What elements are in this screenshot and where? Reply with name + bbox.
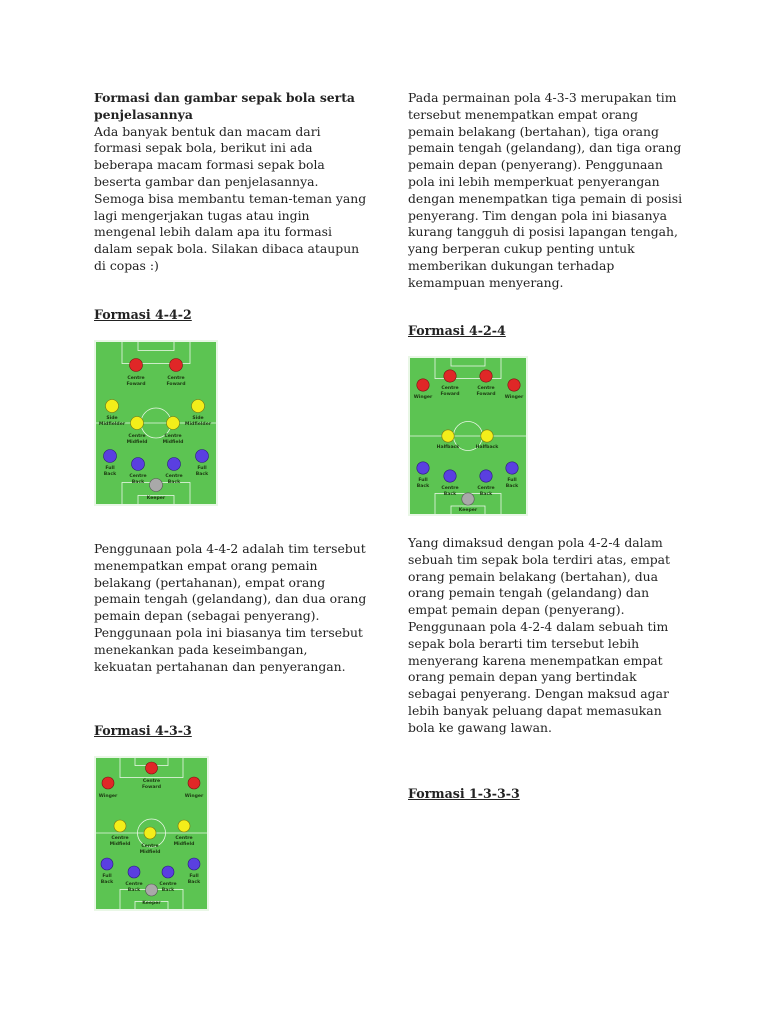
label-fb-left-1: Full <box>102 874 112 879</box>
player-centre-mid-left <box>114 820 126 832</box>
heading-formasi-424: Formasi 4-2-4 <box>408 323 506 338</box>
label-keeper: Keeper <box>458 508 478 513</box>
player-centre-back-right <box>480 470 492 482</box>
label-cb-left-1: Centre <box>129 474 147 479</box>
label-keeper: Keeper <box>146 496 166 501</box>
paragraph-433: Pada permainan pola 4-3-3 merupakan tim tersebut menempatkan empat orang pemain belakang (bertahan), tiga orang pemain tengah (gelandang), dan tiga orang pemain depan (penyerang). Penggunaan pola ini lebih memperkuat penyerangan dengan menempatkan tiga pemain di posisi penyerang. Tim dengan pola ini biasanya kurang tangguh di posisi lapangan tengah, yang berperan cukup penting untuk memberikan dukungan terhadap kemampuan menyerang. <box>408 90 683 290</box>
label-cf-right-1: Centre <box>477 386 495 391</box>
text-formasi-424 <box>408 535 683 737</box>
label-fb-right-1: Full <box>197 466 207 471</box>
heading-formasi-1333: Formasi 1-3-3-3 <box>408 786 520 801</box>
label-fb-left-1: Full <box>105 466 115 471</box>
label-winger-left: Winger <box>413 395 433 400</box>
label-halfback-right: Halfback <box>475 445 499 450</box>
player-centre-back-left <box>132 458 145 471</box>
player-centre-forward-right <box>170 359 183 372</box>
pitch-diagram-442 <box>94 340 218 506</box>
intro-body: Ada banyak bentuk dan macam dari formasi sepak bola, berikut ini ada beberapa macam formasi sepak bola beserta gambar dan penjelasannya. Semoga bisa membantu teman-teman yang lagi mengerjakan tugas atau ingin mengenal lebih dalam apa itu formasi dalam sepak bola. Silakan dibaca ataupun di copas :) <box>94 123 367 273</box>
label-fb-right-2: Back <box>505 484 519 489</box>
player-centre-back-left <box>128 866 140 878</box>
label-winger-right: Winger <box>504 395 524 400</box>
player-centre-forward-left <box>130 359 143 372</box>
label-cf-left-1: Centre <box>441 386 459 391</box>
label-fb-left-2: Back <box>416 484 430 489</box>
left-column <box>94 90 369 275</box>
player-keeper <box>150 479 163 492</box>
player-winger-right <box>508 379 520 391</box>
label-cb-right-1: Centre <box>159 882 177 887</box>
pitch-diagram-433 <box>94 756 209 911</box>
player-full-back-right <box>188 858 200 870</box>
label-fb-left-1: Full <box>418 478 428 483</box>
label-cf-1: Centre <box>142 779 161 784</box>
player-side-mid-left <box>106 400 119 413</box>
label-cf-right-2: Foward <box>476 392 496 397</box>
player-centre-mid-left <box>131 417 144 430</box>
label-keeper: Keeper <box>142 901 161 906</box>
player-centre-forward-left <box>444 370 456 382</box>
label-cf-left-2: Foward <box>126 382 146 387</box>
player-keeper <box>462 493 474 505</box>
player-keeper <box>146 884 158 896</box>
player-centre-back-right <box>162 866 174 878</box>
intro-title: Formasi dan gambar sepak bola serta penjelasannya <box>94 90 355 122</box>
player-side-mid-right <box>192 400 205 413</box>
player-halfback-left <box>442 430 454 442</box>
player-centre-forward-right <box>480 370 492 382</box>
label-cb-left-2: Back <box>131 480 145 485</box>
label-fb-left-2: Back <box>103 472 117 477</box>
label-cf-right-2: Foward <box>166 382 186 387</box>
player-full-back-left <box>104 450 117 463</box>
label-cb-right-1: Centre <box>165 474 183 479</box>
player-centre-forward <box>146 762 158 774</box>
label-fb-right-2: Back <box>195 472 209 477</box>
text-formasi-442 <box>94 541 369 675</box>
label-cb-right-2: Back <box>479 492 493 497</box>
label-sm-left-2: Midfielder <box>98 422 126 427</box>
label-cb-right-2: Back <box>161 888 175 893</box>
player-full-back-right <box>196 450 209 463</box>
label-cb-left-1: Centre <box>125 882 143 887</box>
label-fb-right-1: Full <box>189 874 199 879</box>
player-halfback-right <box>481 430 493 442</box>
label-cb-left-1: Centre <box>441 486 459 491</box>
label-cb-right-1: Centre <box>477 486 495 491</box>
label-cf-right-1: Centre <box>167 376 185 381</box>
player-full-back-left <box>417 462 429 474</box>
label-sm-right-1: Side <box>192 416 204 421</box>
player-winger-right <box>188 777 200 789</box>
label-winger-left: Winger <box>98 794 118 799</box>
heading-formasi-433: Formasi 4-3-3 <box>94 723 192 738</box>
label-cm-centre-2: Midfield <box>139 850 161 855</box>
player-full-back-right <box>506 462 518 474</box>
label-fb-right-2: Back <box>187 880 201 885</box>
player-full-back-left <box>101 858 113 870</box>
label-cm-right-2: Midfield <box>162 440 184 445</box>
label-winger-right: Winger <box>184 794 204 799</box>
label-cm-left-2: Midfield <box>126 440 148 445</box>
label-cm-left-2: Midfield <box>109 842 131 847</box>
player-centre-mid-right <box>167 417 180 430</box>
label-cm-left-1: Centre <box>128 434 146 439</box>
label-cm-left-1: Centre <box>111 836 129 841</box>
label-sm-left-1: Side <box>106 416 118 421</box>
label-fb-left-2: Back <box>100 880 114 885</box>
player-centre-mid-right <box>178 820 190 832</box>
label-cb-right-2: Back <box>167 480 181 485</box>
label-cb-left-2: Back <box>127 888 141 893</box>
label-cm-right-1: Centre <box>164 434 182 439</box>
heading-formasi-442: Formasi 4-4-2 <box>94 307 192 322</box>
label-halfback-left: Halfback <box>436 445 460 450</box>
player-centre-back-left <box>444 470 456 482</box>
player-winger-left <box>417 379 429 391</box>
label-fb-right-1: Full <box>507 478 517 483</box>
player-winger-left <box>102 777 114 789</box>
pitch-diagram-424 <box>408 356 528 516</box>
player-centre-mid-centre <box>144 827 156 839</box>
label-cb-left-2: Back <box>443 492 457 497</box>
player-centre-back-right <box>168 458 181 471</box>
label-cf-left-2: Foward <box>440 392 460 397</box>
label-cm-right-2: Midfield <box>173 842 195 847</box>
text-formasi-433 <box>408 90 683 292</box>
label-sm-right-2: Midfielder <box>184 422 212 427</box>
label-cm-centre-1: Centre <box>141 844 159 849</box>
paragraph-424: Yang dimaksud dengan pola 4-2-4 dalam sebuah tim sepak bola terdiri atas, empat orang pemain belakang (bertahan), dua orang pemain tengah (gelandang) dan empat pemain depan (penyerang). Penggunaan pola 4-2-4 dalam sebuah tim sepak bola berarti tim tersebut lebih menyerang karena menempatkan empat orang pemain depan yang bertindak sebagai penyerang. Dengan maksud agar lebih banyak peluang dapat memasukan bola ke gawang lawan. <box>408 535 671 735</box>
label-cf-left-1: Centre <box>127 376 145 381</box>
paragraph-442: Penggunaan pola 4-4-2 adalah tim tersebut menempatkan empat orang pemain belakang (pertahanan), empat orang pemain tengah (gelandang), dan dua orang pemain depan (sebagai penyerang). Penggunaan pola ini biasanya tim tersebut menekankan pada keseimbangan, kekuatan pertahanan dan penyerangan. <box>94 541 367 674</box>
label-cf-2: Foward <box>141 785 162 790</box>
label-cm-right-1: Centre <box>175 836 193 841</box>
